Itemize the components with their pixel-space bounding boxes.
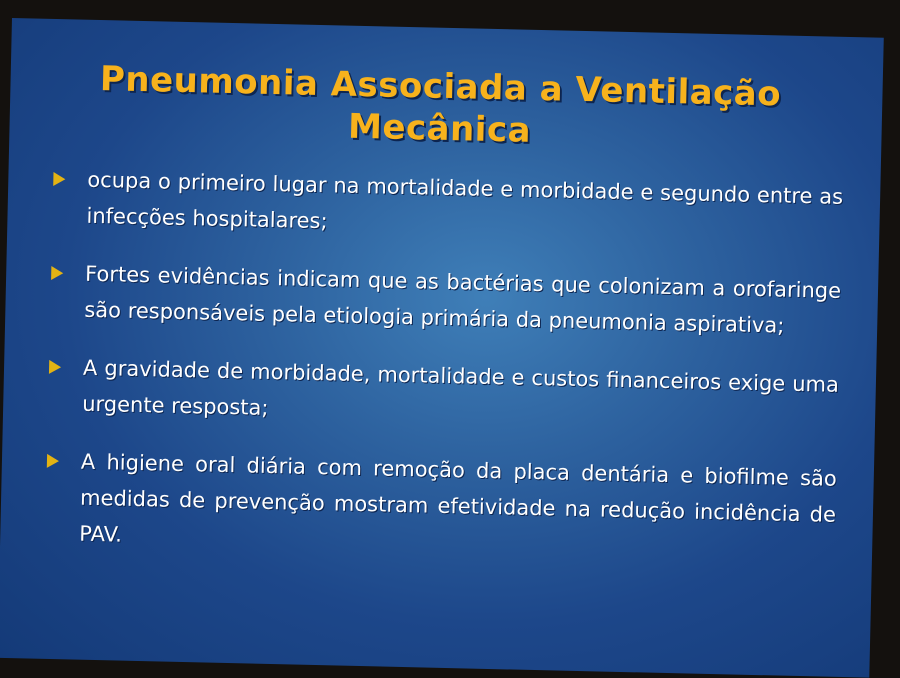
slide-title: [9, 56, 871, 159]
triangle-right-icon: [47, 454, 59, 468]
bullet-text: Fortes evidências indicam que as bactérias que colonizam a orofaringe são responsáveis pela etiologia primária da pneumonia aspirativa;: [84, 261, 842, 338]
triangle-right-icon: [49, 360, 61, 374]
bullet-item: [52, 161, 843, 251]
bullet-item: [48, 349, 839, 439]
bullet-item: [50, 255, 841, 345]
bullet-item: [45, 443, 837, 569]
projected-slide: [0, 18, 884, 678]
slide-title-line-1: Pneumonia Associada a Ventilação: [99, 59, 782, 115]
triangle-right-icon: [53, 172, 65, 186]
bullet-text: A higiene oral diária com remoção da placa dentária e biofilme são medidas de prevenção mostram efetividade na redução incidência de PAV.: [79, 449, 838, 547]
slide-title-line-2: Mecânica: [347, 106, 532, 151]
bullet-text: A gravidade de morbidade, mortalidade e custos financeiros exige uma urgente resposta;: [81, 355, 840, 420]
bullet-text: ocupa o primeiro lugar na mortalidade e morbidade e segundo entre as infecções hospitalares;: [86, 167, 844, 234]
triangle-right-icon: [51, 266, 63, 280]
bullet-list: [45, 161, 844, 569]
